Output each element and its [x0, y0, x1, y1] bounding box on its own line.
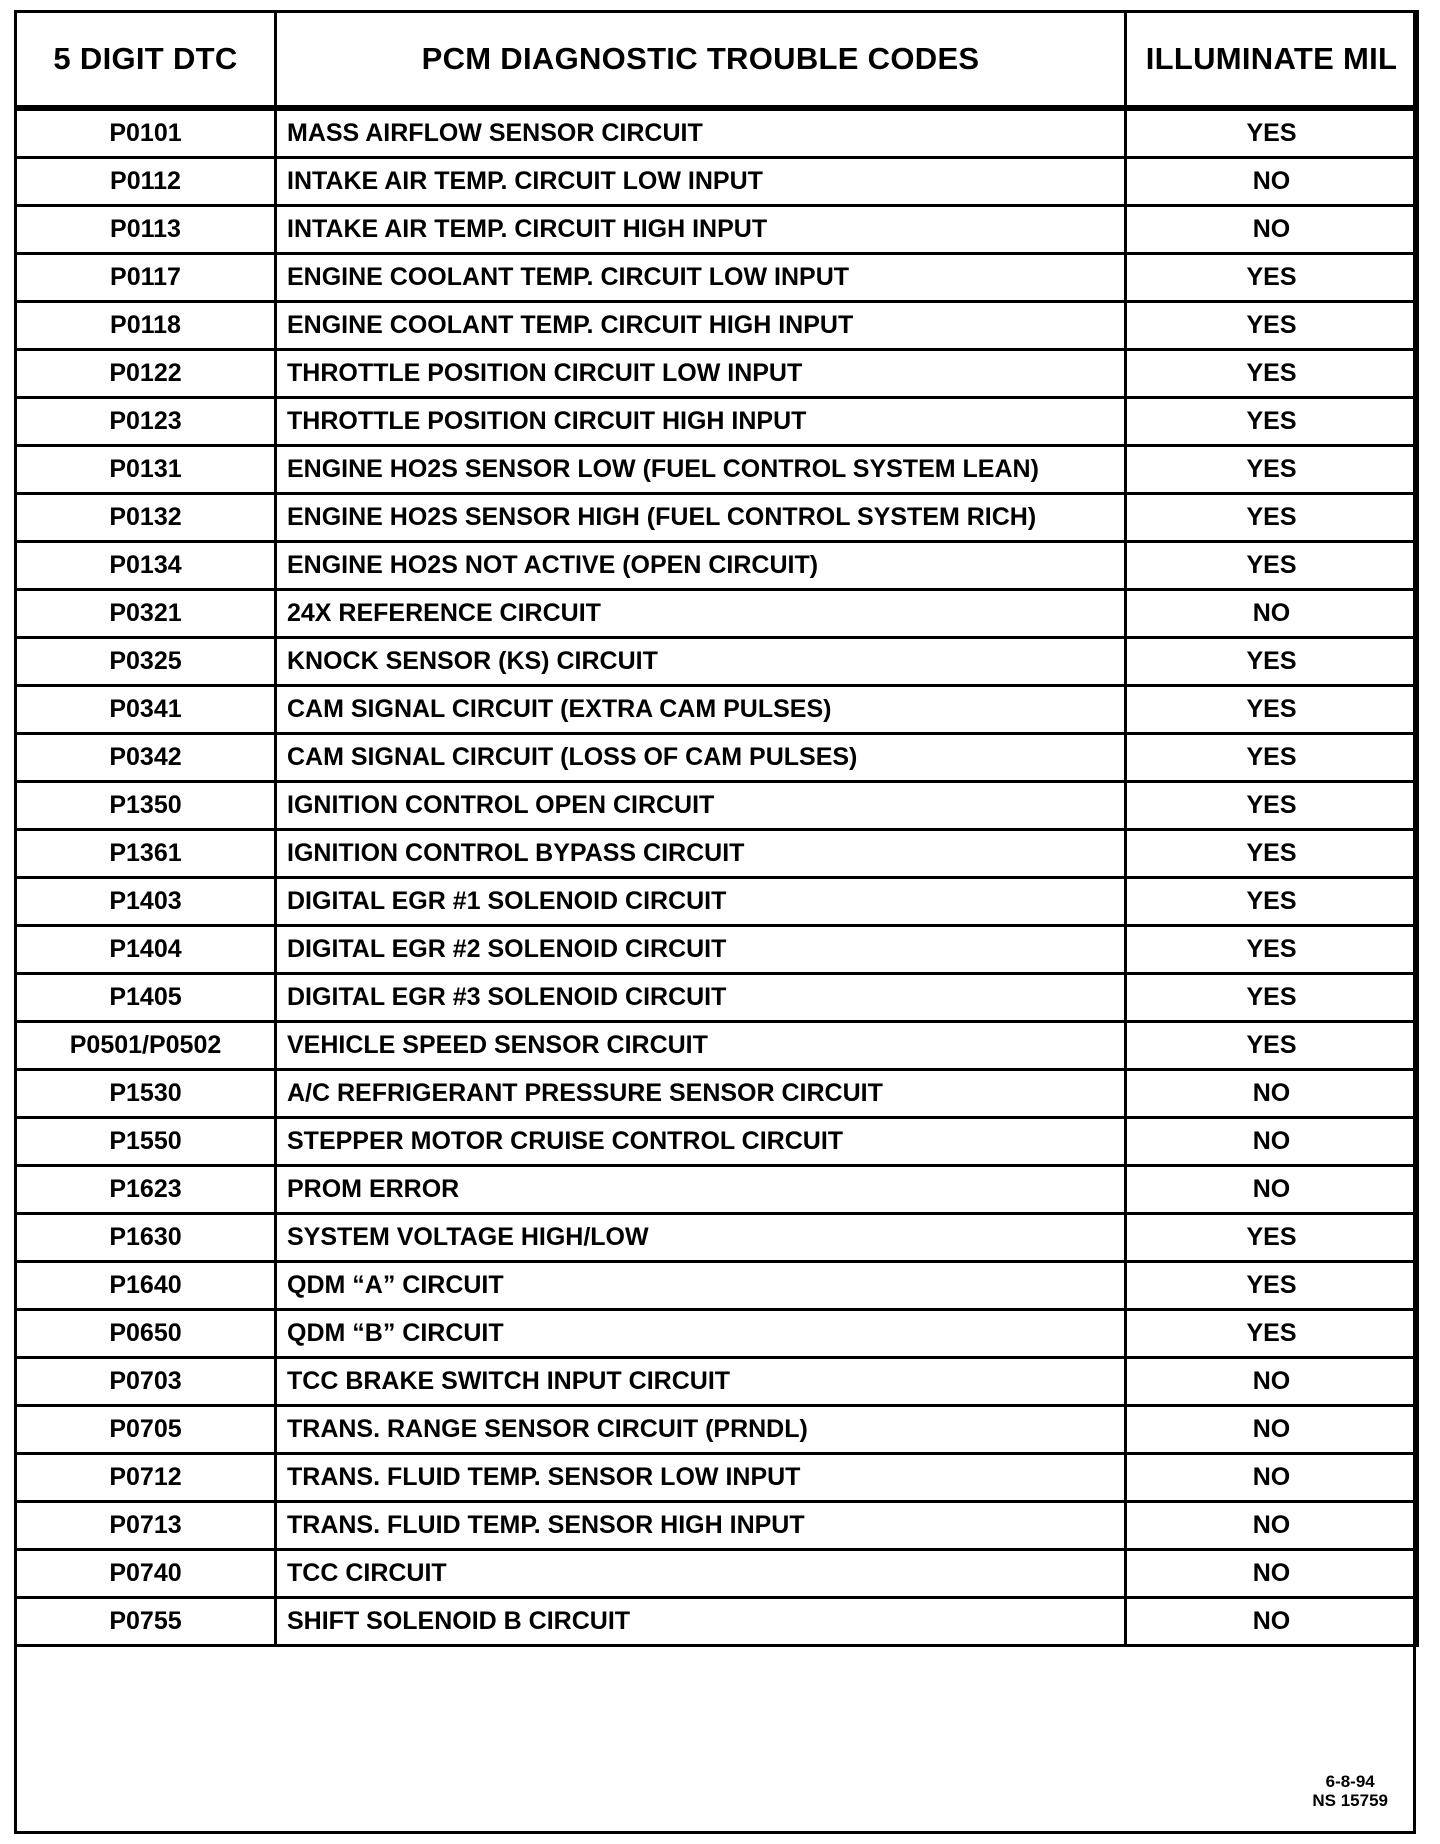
dtc-description-cell: CAM SIGNAL CIRCUIT (LOSS OF CAM PULSES) — [276, 734, 1126, 782]
dtc-description-cell: 24X REFERENCE CIRCUIT — [276, 590, 1126, 638]
table-row — [16, 1550, 1418, 1598]
dtc-code-cell: P0122 — [16, 350, 276, 398]
dtc-code-cell: P0713 — [16, 1502, 276, 1550]
mil-status-cell: NO — [1126, 1118, 1418, 1166]
dtc-description-cell: SYSTEM VOLTAGE HIGH/LOW — [276, 1214, 1126, 1262]
dtc-description-cell: KNOCK SENSOR (KS) CIRCUIT — [276, 638, 1126, 686]
dtc-description-cell: DIGITAL EGR #1 SOLENOID CIRCUIT — [276, 878, 1126, 926]
dtc-code-cell: P1405 — [16, 974, 276, 1022]
mil-status-cell: YES — [1126, 108, 1418, 158]
mil-status-cell: NO — [1126, 206, 1418, 254]
mil-status-cell: YES — [1126, 494, 1418, 542]
table-row — [16, 1262, 1418, 1310]
mil-status-cell: NO — [1126, 1070, 1418, 1118]
dtc-code-cell: P0740 — [16, 1550, 276, 1598]
table-body — [16, 108, 1418, 1646]
dtc-description-cell: MASS AIRFLOW SENSOR CIRCUIT — [276, 108, 1126, 158]
dtc-code-cell: P1361 — [16, 830, 276, 878]
header-description: PCM DIAGNOSTIC TROUBLE CODES — [276, 12, 1126, 109]
mil-status-cell: NO — [1126, 1358, 1418, 1406]
dtc-code-cell: P1350 — [16, 782, 276, 830]
mil-status-cell: YES — [1126, 1262, 1418, 1310]
table-row — [16, 638, 1418, 686]
table-row — [16, 108, 1418, 158]
mil-status-cell: YES — [1126, 734, 1418, 782]
dtc-code-cell: P1630 — [16, 1214, 276, 1262]
dtc-code-cell: P0325 — [16, 638, 276, 686]
dtc-description-cell: ENGINE HO2S SENSOR LOW (FUEL CONTROL SYSTEM LEAN) — [276, 446, 1126, 494]
table-row — [16, 1214, 1418, 1262]
mil-status-cell: NO — [1126, 1454, 1418, 1502]
dtc-code-cell: P0112 — [16, 158, 276, 206]
mil-status-cell: NO — [1126, 1502, 1418, 1550]
mil-status-cell: YES — [1126, 1022, 1418, 1070]
dtc-code-cell: P1404 — [16, 926, 276, 974]
table-row — [16, 302, 1418, 350]
mil-status-cell: NO — [1126, 158, 1418, 206]
mil-status-cell: YES — [1126, 1214, 1418, 1262]
table-row — [16, 350, 1418, 398]
dtc-code-cell: P1403 — [16, 878, 276, 926]
dtc-code-cell: P1623 — [16, 1166, 276, 1214]
dtc-code-cell: P1530 — [16, 1070, 276, 1118]
mil-status-cell: YES — [1126, 1310, 1418, 1358]
dtc-description-cell: IGNITION CONTROL OPEN CIRCUIT — [276, 782, 1126, 830]
mil-status-cell: YES — [1126, 782, 1418, 830]
mil-status-cell: YES — [1126, 830, 1418, 878]
dtc-code-cell: P1550 — [16, 1118, 276, 1166]
dtc-code-cell: P0134 — [16, 542, 276, 590]
header-mil: ILLUMINATE MIL — [1126, 12, 1418, 109]
table-row — [16, 254, 1418, 302]
mil-status-cell: YES — [1126, 878, 1418, 926]
table-row — [16, 1454, 1418, 1502]
dtc-description-cell: INTAKE AIR TEMP. CIRCUIT HIGH INPUT — [276, 206, 1126, 254]
dtc-code-cell: P0712 — [16, 1454, 276, 1502]
dtc-code-cell: P0755 — [16, 1598, 276, 1646]
table-row — [16, 686, 1418, 734]
mil-status-cell: NO — [1126, 1166, 1418, 1214]
dtc-code-cell: P0501/P0502 — [16, 1022, 276, 1070]
mil-status-cell: YES — [1126, 302, 1418, 350]
table-row — [16, 1598, 1418, 1646]
dtc-description-cell: ENGINE COOLANT TEMP. CIRCUIT HIGH INPUT — [276, 302, 1126, 350]
header-dtc: 5 DIGIT DTC — [16, 12, 276, 109]
dtc-description-cell: ENGINE HO2S SENSOR HIGH (FUEL CONTROL SYSTEM RICH) — [276, 494, 1126, 542]
mil-status-cell: NO — [1126, 1550, 1418, 1598]
table-row — [16, 878, 1418, 926]
dtc-code-cell: P0101 — [16, 108, 276, 158]
table-row — [16, 590, 1418, 638]
table-header-row — [16, 12, 1418, 109]
dtc-description-cell: IGNITION CONTROL BYPASS CIRCUIT — [276, 830, 1126, 878]
dtc-code-cell: P0113 — [16, 206, 276, 254]
footer-note — [1312, 1772, 1388, 1810]
dtc-description-cell: INTAKE AIR TEMP. CIRCUIT LOW INPUT — [276, 158, 1126, 206]
dtc-code-cell: P0118 — [16, 302, 276, 350]
dtc-code-cell: P0703 — [16, 1358, 276, 1406]
mil-status-cell: YES — [1126, 254, 1418, 302]
dtc-code-cell: P0123 — [16, 398, 276, 446]
table-row — [16, 1406, 1418, 1454]
dtc-description-cell: VEHICLE SPEED SENSOR CIRCUIT — [276, 1022, 1126, 1070]
mil-status-cell: YES — [1126, 350, 1418, 398]
dtc-description-cell: SHIFT SOLENOID B CIRCUIT — [276, 1598, 1126, 1646]
dtc-description-cell: TRANS. FLUID TEMP. SENSOR LOW INPUT — [276, 1454, 1126, 1502]
dtc-code-cell: P0650 — [16, 1310, 276, 1358]
table-row — [16, 542, 1418, 590]
table-row — [16, 1070, 1418, 1118]
table-row — [16, 1358, 1418, 1406]
table-row — [16, 1502, 1418, 1550]
table-row — [16, 398, 1418, 446]
table-row — [16, 1022, 1418, 1070]
table-row — [16, 926, 1418, 974]
dtc-code-cell: P0132 — [16, 494, 276, 542]
dtc-description-cell: TRANS. RANGE SENSOR CIRCUIT (PRNDL) — [276, 1406, 1126, 1454]
dtc-code-cell: P0131 — [16, 446, 276, 494]
dtc-code-cell: P0321 — [16, 590, 276, 638]
table-row — [16, 830, 1418, 878]
table-row — [16, 1310, 1418, 1358]
mil-status-cell: YES — [1126, 446, 1418, 494]
table-row — [16, 446, 1418, 494]
table-row — [16, 1166, 1418, 1214]
footer-ref: NS 15759 — [1312, 1791, 1388, 1810]
dtc-description-cell: A/C REFRIGERANT PRESSURE SENSOR CIRCUIT — [276, 1070, 1126, 1118]
mil-status-cell: YES — [1126, 926, 1418, 974]
dtc-description-cell: THROTTLE POSITION CIRCUIT LOW INPUT — [276, 350, 1126, 398]
dtc-description-cell: ENGINE HO2S NOT ACTIVE (OPEN CIRCUIT) — [276, 542, 1126, 590]
dtc-description-cell: QDM “A” CIRCUIT — [276, 1262, 1126, 1310]
mil-status-cell: NO — [1126, 1598, 1418, 1646]
dtc-code-cell: P0342 — [16, 734, 276, 782]
dtc-description-cell: TCC BRAKE SWITCH INPUT CIRCUIT — [276, 1358, 1126, 1406]
dtc-description-cell: TCC CIRCUIT — [276, 1550, 1126, 1598]
table-row — [16, 1118, 1418, 1166]
table-row — [16, 206, 1418, 254]
dtc-code-cell: P0705 — [16, 1406, 276, 1454]
mil-status-cell: YES — [1126, 974, 1418, 1022]
dtc-description-cell: QDM “B” CIRCUIT — [276, 1310, 1126, 1358]
mil-status-cell: YES — [1126, 686, 1418, 734]
dtc-description-cell: THROTTLE POSITION CIRCUIT HIGH INPUT — [276, 398, 1126, 446]
dtc-description-cell: ENGINE COOLANT TEMP. CIRCUIT LOW INPUT — [276, 254, 1126, 302]
table-row — [16, 158, 1418, 206]
dtc-description-cell: CAM SIGNAL CIRCUIT (EXTRA CAM PULSES) — [276, 686, 1126, 734]
dtc-description-cell: DIGITAL EGR #2 SOLENOID CIRCUIT — [276, 926, 1126, 974]
mil-status-cell: YES — [1126, 542, 1418, 590]
dtc-description-cell: TRANS. FLUID TEMP. SENSOR HIGH INPUT — [276, 1502, 1126, 1550]
dtc-description-cell: STEPPER MOTOR CRUISE CONTROL CIRCUIT — [276, 1118, 1126, 1166]
dtc-description-cell: DIGITAL EGR #3 SOLENOID CIRCUIT — [276, 974, 1126, 1022]
table-row — [16, 734, 1418, 782]
mil-status-cell: YES — [1126, 398, 1418, 446]
mil-status-cell: NO — [1126, 590, 1418, 638]
footer-date: 6-8-94 — [1325, 1772, 1375, 1791]
table-row — [16, 782, 1418, 830]
dtc-description-cell: PROM ERROR — [276, 1166, 1126, 1214]
table-row — [16, 494, 1418, 542]
dtc-code-cell: P0117 — [16, 254, 276, 302]
dtc-table — [14, 10, 1419, 1647]
dtc-code-cell: P1640 — [16, 1262, 276, 1310]
mil-status-cell: NO — [1126, 1406, 1418, 1454]
mil-status-cell: YES — [1126, 638, 1418, 686]
dtc-code-cell: P0341 — [16, 686, 276, 734]
table-row — [16, 974, 1418, 1022]
